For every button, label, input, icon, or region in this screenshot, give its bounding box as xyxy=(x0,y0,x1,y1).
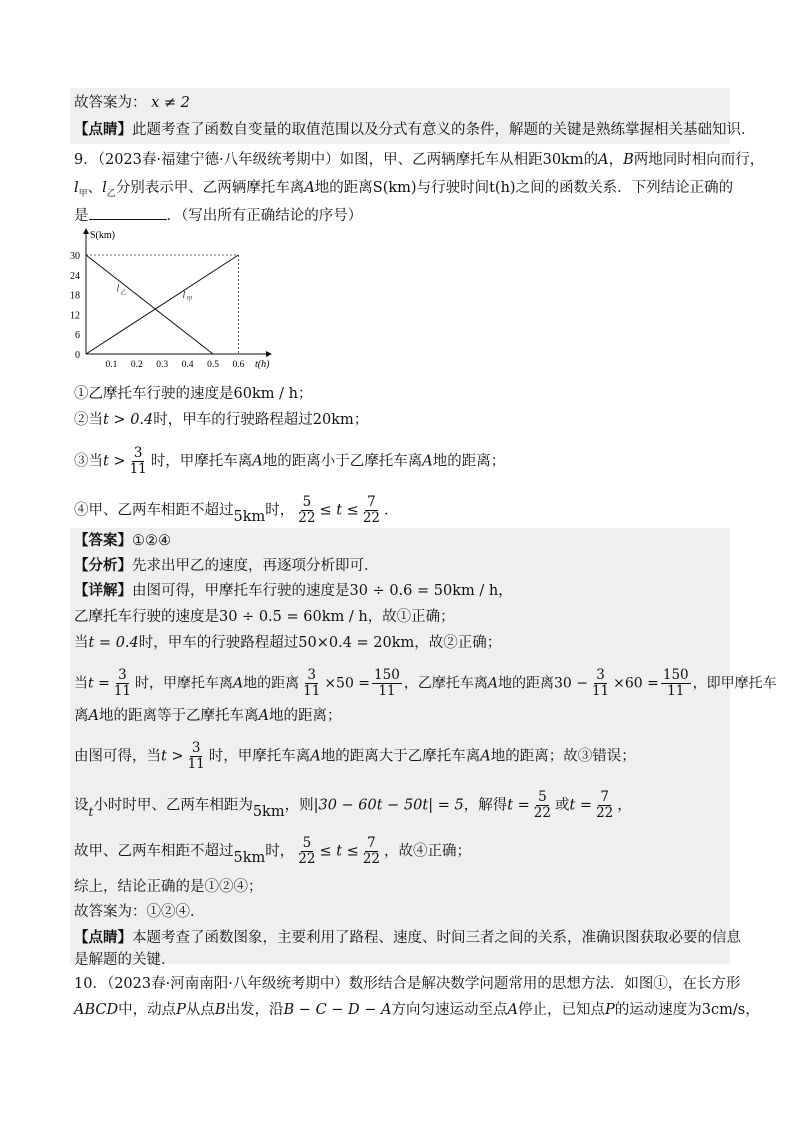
point-a: A xyxy=(310,748,321,765)
point-a: A xyxy=(480,748,491,765)
series-line-yi xyxy=(86,255,213,354)
denominator: 11 xyxy=(591,683,610,699)
option-math: 20km xyxy=(312,412,354,428)
detail-math: t = xyxy=(507,797,530,814)
q9-line-2 xyxy=(74,178,733,204)
detail-math: ≤ t ≤ xyxy=(319,843,359,860)
detail-text: 当 xyxy=(74,675,88,692)
option-math: ≤ t ≤ xyxy=(319,502,359,519)
comment-line-2 xyxy=(74,950,176,970)
speed-value: 3cm/s xyxy=(701,1002,746,1018)
detail-line-7 xyxy=(74,790,632,821)
series-label-yi: l xyxy=(116,283,120,295)
detail-line-3 xyxy=(74,633,501,653)
numerator: 3 xyxy=(118,667,127,683)
fraction xyxy=(590,668,611,699)
q10-line-1 xyxy=(74,974,740,994)
option-text: ； xyxy=(297,386,313,402)
y-tick-label: 30 xyxy=(70,251,80,262)
denominator: 22 xyxy=(533,805,551,821)
detail-math: t > xyxy=(161,748,184,765)
distance-time-chart xyxy=(56,226,276,372)
q9-option-1 xyxy=(74,384,312,404)
denominator: 11 xyxy=(187,756,205,772)
fraction xyxy=(532,790,553,821)
detail-text: 当 xyxy=(74,635,89,651)
q10-text: ， xyxy=(745,1002,760,1018)
option-text: 地的距离小于乙摩托车离 xyxy=(262,453,423,470)
detail-text: 地的距离； xyxy=(268,708,342,724)
numerator: 5 xyxy=(302,835,312,851)
x-tick-label: 0.5 xyxy=(207,360,219,370)
series-label-jia: l xyxy=(182,289,186,301)
detail-line-6 xyxy=(74,741,636,772)
detail-text: 时，甲车的行驶路程超过 xyxy=(138,635,299,651)
analysis-line xyxy=(74,556,379,576)
q9-text: ， xyxy=(608,152,624,168)
option-math: t > xyxy=(103,453,126,470)
fraction xyxy=(594,790,615,821)
fraction xyxy=(661,668,691,699)
detail-text: 由图可得，甲摩托车行驶的速度是 xyxy=(132,583,350,599)
point-b: B xyxy=(214,1002,226,1018)
prev-comment-line xyxy=(74,120,756,140)
q9-line-3 xyxy=(74,205,362,226)
option-math: 60km / h xyxy=(233,386,298,402)
detail-math: 5km xyxy=(233,849,266,866)
l-jia-subscript: 甲 xyxy=(78,188,88,199)
q9-text: 两地同时相向而行， xyxy=(633,152,765,168)
q10-text: 从点 xyxy=(185,1002,215,1018)
series-label-jia-sub: 甲 xyxy=(186,296,193,303)
q10-text: 中，动点 xyxy=(118,1002,177,1018)
detail-text: ，即甲摩托车 xyxy=(692,675,777,692)
detail-text: 小时时甲、乙两车相距为 xyxy=(93,797,253,814)
series-line-jia xyxy=(86,255,238,354)
numerator: 3 xyxy=(191,740,201,756)
detail-text: ，故④正确； xyxy=(384,843,471,860)
q9-text: 是 xyxy=(74,208,89,224)
detail-text: ， xyxy=(617,797,632,814)
denominator: 11 xyxy=(378,683,396,699)
detail-line-10 xyxy=(74,902,205,922)
detail-text: 时，甲摩托车离 xyxy=(208,748,311,765)
q9-text: 的 xyxy=(583,152,599,168)
detail-math: 5km xyxy=(252,803,285,820)
comment-tag: 【点睛】 xyxy=(74,929,132,946)
q10-text: 数形结合是解决数学问题常用的思想方法．如图①，在长方形 xyxy=(348,976,741,992)
point-p: P xyxy=(176,1002,186,1018)
analysis-text: 先求出甲乙的速度，再逐项分析即可． xyxy=(132,558,379,574)
point-a: A xyxy=(304,180,315,196)
denominator: 22 xyxy=(596,805,614,821)
q9-source: （2023春·福建宁德·八年级统考期中） xyxy=(97,152,340,168)
q10-text: 的运动速度为 xyxy=(614,1002,702,1018)
prev-answer-math: x ≠ 2 xyxy=(151,95,190,111)
y-tick-label: 18 xyxy=(70,290,80,302)
detail-text: ，故①正确； xyxy=(367,609,455,625)
detail-line-2 xyxy=(74,607,455,627)
numerator: 150 xyxy=(374,667,400,683)
detail-text: 综上，结论正确的是①②④； xyxy=(74,879,263,895)
numerator: 3 xyxy=(596,667,605,683)
detail-text: 地的距离大于乙摩托车离 xyxy=(320,748,481,765)
q9-text: 如图，甲、乙两辆摩托车从相距 xyxy=(339,152,543,168)
numerator: 7 xyxy=(367,835,376,851)
point-a: A xyxy=(422,453,433,470)
detail-line-5 xyxy=(74,706,341,726)
fraction xyxy=(186,741,207,772)
l-yi-symbol: l xyxy=(102,180,107,196)
detail-math: ×50 = xyxy=(324,675,371,692)
fraction xyxy=(296,836,317,867)
y-tick-label: 6 xyxy=(75,330,80,342)
detail-text: 离 xyxy=(74,708,89,724)
comment-text: 是解题的关键． xyxy=(74,952,176,968)
fraction xyxy=(361,836,382,867)
numerator: 150 xyxy=(662,667,689,683)
detail-text: 设 xyxy=(74,797,89,814)
q9-option-2 xyxy=(74,410,368,430)
detail-text: 时， xyxy=(265,843,295,860)
x-tick-label: 0.4 xyxy=(181,360,194,370)
detail-math: ×60 = xyxy=(613,675,659,692)
detail-math: t = xyxy=(88,675,110,692)
numerator: 5 xyxy=(538,789,547,805)
q9-text: ．（写出所有正确结论的序号） xyxy=(166,208,363,224)
detail-text: ， xyxy=(498,583,513,599)
denominator: 11 xyxy=(129,461,147,477)
detail-math: |30 − 60t − 50t| = 5 xyxy=(313,797,464,814)
y-axis-arrow xyxy=(83,228,89,234)
detail-line-9 xyxy=(74,877,263,897)
detail-text: 或 xyxy=(554,797,570,814)
denominator: 11 xyxy=(113,683,131,699)
comment-line-1 xyxy=(74,928,741,948)
detail-text: 地的距离；故③错误； xyxy=(490,748,636,765)
analysis-tag: 【分析】 xyxy=(74,557,132,574)
q10-line-2 xyxy=(74,1000,760,1020)
detail-text: 地的距离 xyxy=(497,675,554,692)
q9-text: 之间的函数关系．下列结论正确的 xyxy=(515,180,734,196)
detail-text: ，故②正确； xyxy=(414,635,502,651)
x-tick-label: 0.2 xyxy=(130,360,143,370)
option-text: ②当 xyxy=(74,412,103,428)
detail-text: ，解得 xyxy=(463,797,508,814)
detail-text: 故甲、乙两车相距不超过 xyxy=(74,843,234,860)
answer-tag: 【答案】 xyxy=(74,532,132,549)
q9-text: 、 xyxy=(87,180,103,196)
x-axis-arrow xyxy=(266,351,272,357)
numerator: 3 xyxy=(307,667,317,683)
detail-text: 地的距离等于乙摩托车离 xyxy=(98,708,259,724)
q9-text: 分别表示甲、乙两辆摩托车离 xyxy=(115,180,305,196)
y-axis-label: S(km) xyxy=(90,230,115,241)
point-a: A xyxy=(88,708,99,724)
denominator: 22 xyxy=(298,510,316,526)
point-a: A xyxy=(507,1002,518,1018)
numerator: 3 xyxy=(133,445,143,461)
prev-answer-line xyxy=(74,93,190,113)
t-variable: t(h) xyxy=(489,180,516,196)
fraction xyxy=(296,495,317,526)
l-jia-symbol: l xyxy=(74,180,79,196)
option-math: 5km xyxy=(233,508,266,525)
detail-text: 地的距离 xyxy=(243,675,300,692)
denominator: 22 xyxy=(298,851,316,867)
denominator: 22 xyxy=(362,510,380,526)
option-text: 时，甲车的行驶路程超过 xyxy=(153,412,313,428)
numerator: 7 xyxy=(600,789,609,805)
option-text: 时， xyxy=(265,502,295,519)
q10-source: （2023春·河南南阳·八年级统考期中） xyxy=(106,976,349,992)
q9-distance: 30km xyxy=(542,152,584,168)
rectangle-label: ABCD xyxy=(74,1002,119,1018)
prev-answer-label: 故答案为： xyxy=(74,95,147,111)
detail-text: 故答案为：①②④． xyxy=(74,904,205,920)
detail-text: 由图可得，当 xyxy=(74,748,161,765)
point-a: A xyxy=(258,708,269,724)
detail-tag: 【详解】 xyxy=(74,582,132,599)
detail-math: 50×0.4 = 20km xyxy=(298,635,415,651)
detail-math: 30 − xyxy=(553,675,588,692)
answer-value: ①②④ xyxy=(132,533,171,549)
x-tick-label: 0.3 xyxy=(156,360,169,370)
point-p: P xyxy=(604,1002,615,1018)
option-text: ． xyxy=(384,502,399,519)
q9-text: 与行驶时间 xyxy=(416,180,490,196)
q10-number: 10． xyxy=(74,976,107,992)
detail-text: ，乙摩托车离 xyxy=(403,675,488,692)
denominator: 11 xyxy=(303,683,321,699)
y-tick-label: 0 xyxy=(75,350,80,361)
answer-blank xyxy=(89,205,167,220)
denominator: 11 xyxy=(667,683,685,699)
y-tick-label: 12 xyxy=(70,310,80,322)
option-text: ④甲、乙两车相距不超过 xyxy=(74,502,234,519)
x-axis-label: t(h) xyxy=(255,359,270,370)
detail-text: ，则 xyxy=(284,797,314,814)
q10-text: 出发，沿 xyxy=(225,1002,284,1018)
comment-tag: 【点睛】 xyxy=(74,121,132,138)
l-yi-subscript: 乙 xyxy=(106,188,116,199)
option-text: ③当 xyxy=(74,453,103,470)
detail-text: 乙摩托车行驶的速度是 xyxy=(74,609,219,625)
point-b: B xyxy=(623,152,634,168)
detail-math: 30 ÷ 0.6 = 50km / h xyxy=(349,583,499,599)
fraction xyxy=(112,668,133,699)
fraction xyxy=(128,446,149,477)
fraction xyxy=(372,668,402,699)
option-text: 时，甲摩托车离 xyxy=(150,453,253,470)
q9-number: 9． xyxy=(74,152,98,168)
motion-path: B − C − D − A xyxy=(283,1002,392,1018)
detail-line-1 xyxy=(74,581,513,601)
s-variable: S(km) xyxy=(372,180,417,196)
q9-text: 地的距离 xyxy=(314,180,373,196)
detail-math: 30 ÷ 0.5 = 60km / h xyxy=(219,609,368,625)
detail-text: 时，甲摩托车离 xyxy=(135,675,233,692)
point-a: A xyxy=(598,152,609,168)
option-text: 地的距离； xyxy=(432,453,506,470)
q9-option-4 xyxy=(74,495,399,526)
numerator: 5 xyxy=(302,494,312,510)
detail-math: t xyxy=(88,804,94,819)
q9-option-3 xyxy=(74,446,505,477)
denominator: 22 xyxy=(362,851,380,867)
q10-text: 停止，已知点 xyxy=(517,1002,605,1018)
option-text: ①乙摩托车行驶的速度是 xyxy=(74,386,234,402)
answer-line xyxy=(74,531,171,551)
option-math: t > 0.4 xyxy=(103,412,154,428)
comment-text: 此题考查了函数自变量的取值范围以及分式有意义的条件，解题的关键是熟练掌握相关基础知识． xyxy=(132,122,756,138)
x-tick-label: 0.6 xyxy=(232,360,245,370)
q10-text: 方向匀速运动至点 xyxy=(391,1002,508,1018)
series-label-yi-sub: 乙 xyxy=(120,290,127,297)
detail-line-4 xyxy=(74,668,777,699)
q9-line-1 xyxy=(74,150,764,170)
detail-math: t = 0.4 xyxy=(88,635,139,651)
numerator: 7 xyxy=(367,494,376,510)
point-a: A xyxy=(252,453,263,470)
detail-line-8 xyxy=(74,836,471,867)
comment-text: 本题考查了函数图象，主要利用了路程、速度、时间三者之间的关系，准确识图获取必要的信息 xyxy=(132,930,741,946)
option-text: ； xyxy=(353,412,369,428)
point-a: A xyxy=(233,675,244,692)
detail-math: t = xyxy=(569,797,593,814)
y-tick-label: 24 xyxy=(70,270,80,282)
x-tick-label: 0.1 xyxy=(105,360,118,370)
fraction xyxy=(301,668,322,699)
fraction xyxy=(361,495,382,526)
point-a: A xyxy=(487,675,498,692)
